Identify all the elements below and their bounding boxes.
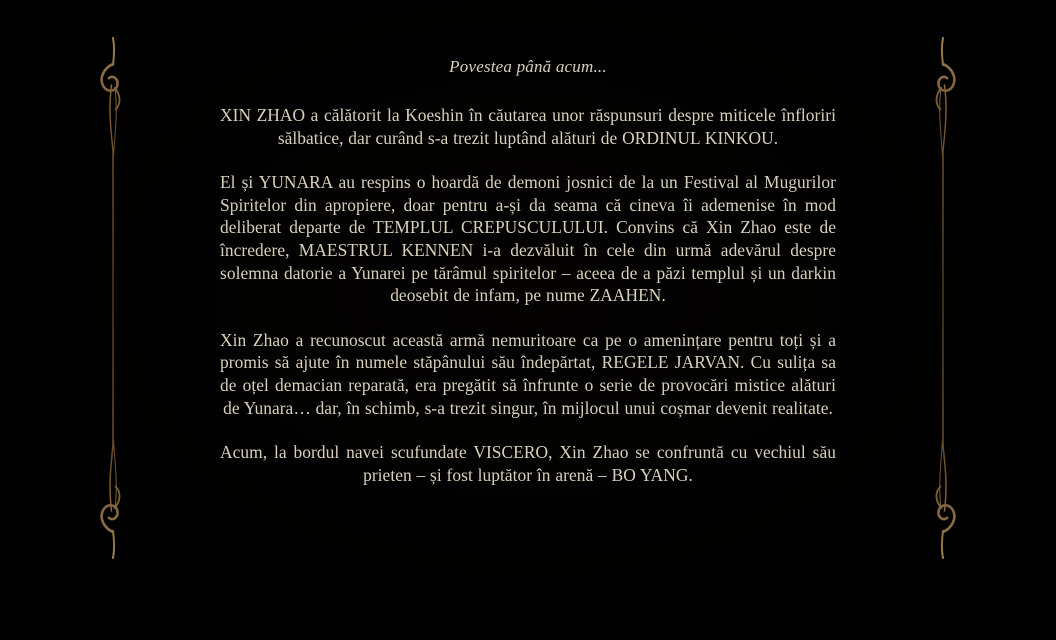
left-flourish-icon	[102, 38, 120, 558]
story-paragraph: XIN ZHAO a călătorit la Koeshin în căutarea unor răspunsuri despre miticele înfloriri sălbatice, dar curând s-a trezit luptând alături de ORDINUL KINKOU.	[220, 105, 836, 148]
story-title: Povestea până acum...	[449, 57, 607, 76]
story-text-block	[220, 56, 836, 486]
story-paragraph: Acum, la bordul navei scufundate VISCERO, Xin Zhao se confruntă cu vechiul său prieten – și fost luptător în arenă – BO YANG.	[220, 442, 836, 485]
story-paragraph: El și YUNARA au respins o hoardă de demoni josnici de la un Festival al Mugurilor Spiritelor din apropiere, doar pentru a-și da seama că cineva îi ademenise în mod deliberat departe de TEMPLUL CREPUSCULULUI. Convins că Xin Zhao este de încredere, MAESTRUL KENNEN i-a dezvăluit în cele din urmă adevărul despre solemna datorie a Yunarei pe tărâmul spiritelor – aceea de a păzi templul și un darkin deosebit de infam, pe nume ZAAHEN.	[220, 172, 836, 306]
right-flourish-icon	[936, 38, 954, 558]
story-paragraphs	[220, 104, 836, 486]
story-paragraph: Xin Zhao a recunoscut această armă nemuritoare ca pe o amenințare pentru toți și a promis să ajute în numele stăpânului său îndepărtat, REGELE JARVAN. Cu sulița sa de oțel demacian reparată, era pregătit să înfrunte o serie de provocări mistice alături de Yunara… dar, în schimb, s-a trezit singur, în mijlocul unui coșmar devenit realitate.	[220, 329, 836, 418]
